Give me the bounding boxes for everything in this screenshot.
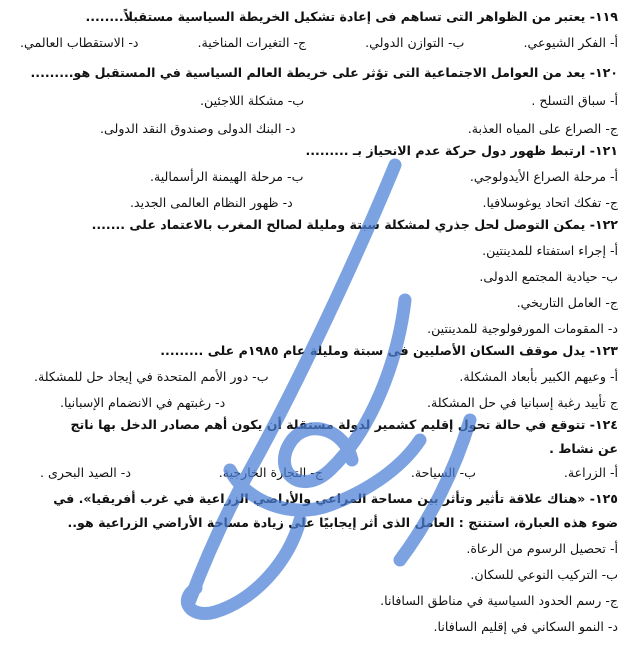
- question-123-options-row1: [34, 366, 618, 388]
- option-c: ج- الصراع على المياه العذبة.: [467, 121, 618, 136]
- option-a: أ- تحصيل الرسوم من الرعاة.: [466, 541, 618, 556]
- option-d: د- ظهور النظام العالمى الجديد.: [130, 195, 293, 210]
- question-120-options-row1: [200, 90, 618, 112]
- option-d: د- الاستقطاب العالمي.: [20, 35, 139, 50]
- option-c: ج تأييد رغبة إسبانيا في حل المشكلة.: [426, 395, 618, 410]
- option-d: د- البنك الدولى وصندوق النقد الدولى.: [100, 121, 296, 136]
- question-120-stem: ١٢٠- يعد من العوامل الاجتماعية التى تؤثر على خريطة العالم السياسية في المستقبل هو.........: [30, 65, 618, 80]
- option-b: ب- مشكلة اللاجئين.: [200, 93, 305, 108]
- option-a: أ- سباق التسلح .: [531, 93, 618, 108]
- question-123-stem: ١٢٣- يدل موقف السكان الأصليين فى سبتة ومليلة عام ١٩٨٥م على .........: [160, 343, 618, 358]
- option-d: د- النمو السكاني في إقليم السافانا.: [433, 619, 618, 634]
- option-b: ب- حيادية المجتمع الدولى.: [479, 269, 618, 284]
- question-119-options: [20, 32, 618, 54]
- option-b: ب- دور الأمم المتحدة في إيجاد حل للمشكلة.: [34, 369, 269, 384]
- option-d: د- المقومات المورفولوجية للمدينتين.: [427, 321, 618, 336]
- question-122-stem: ١٢٢- يمكن التوصل لحل جذري لمشكلة سبتة ومليلة لصالح المغرب بالاعتماد على .......: [91, 217, 618, 232]
- option-b: ب- التوازن الدولي.: [365, 35, 465, 50]
- question-120-options-row2: [100, 118, 618, 140]
- option-b: ب- مرحلة الهيمنة الرأسمالية.: [150, 169, 304, 184]
- option-d: د- رغبتهم في الانضمام الإسبانيا.: [60, 395, 226, 410]
- option-c: ج- تفكك اتحاد يوغوسلافيا.: [482, 195, 618, 210]
- question-124-options: [40, 462, 618, 484]
- option-c: ج- التجارة الخارجية.: [218, 465, 323, 480]
- question-124-stem-cont: عن نشاط .: [549, 441, 618, 456]
- question-124-stem: ١٢٤- تتوقع في حالة تحول إقليم كشمير لدولة مستقلة أن يكون أهم مصادر الدخل بها ناتج: [70, 417, 618, 432]
- option-b: ب- التركيب النوعي للسكان.: [470, 567, 618, 582]
- question-121-options-row1: [150, 166, 618, 188]
- option-c: ج- التغيرات المناخية.: [197, 35, 307, 50]
- question-123-options-row2: [60, 392, 618, 414]
- option-a: أ- وعيهم الكبير بأبعاد المشكلة.: [459, 369, 618, 384]
- option-c: ج- رسم الحدود السياسية في مناطق السافانا.: [380, 593, 618, 608]
- option-a: أ- إجراء استفتاء للمدينتين.: [482, 243, 618, 258]
- option-a: أ- الزراعة.: [563, 465, 618, 480]
- option-d: د- الصيد البحرى .: [40, 465, 131, 480]
- question-125-stem: ١٢٥- «هناك علاقة تأثير وتأثر بين مساحة المراعي والأراضي الزراعية في غرب أفريقيا». في: [53, 491, 618, 506]
- question-119-stem: ١١٩- يعتبر من الظواهر التى تساهم فى إعادة تشكيل الخريطة السياسية مستقبلاً........: [85, 9, 618, 24]
- option-a: أ- مرحلة الصراع الأيدولوجي.: [469, 169, 618, 184]
- question-125-stem-cont: ضوء هذه العبارة، استنتج : العامل الذى أثر إيجابيًا على زيادة مساحة الأراضي الزراعية هو..: [67, 515, 618, 530]
- option-a: أ- الفكر الشيوعي.: [523, 35, 618, 50]
- option-b: ب- السياحة.: [410, 465, 476, 480]
- question-121-stem: ١٢١- ارتبط ظهور دول حركة عدم الانحياز بـ .........: [305, 143, 618, 158]
- option-c: ج- العامل التاريخي.: [516, 295, 618, 310]
- question-121-options-row2: [130, 192, 618, 214]
